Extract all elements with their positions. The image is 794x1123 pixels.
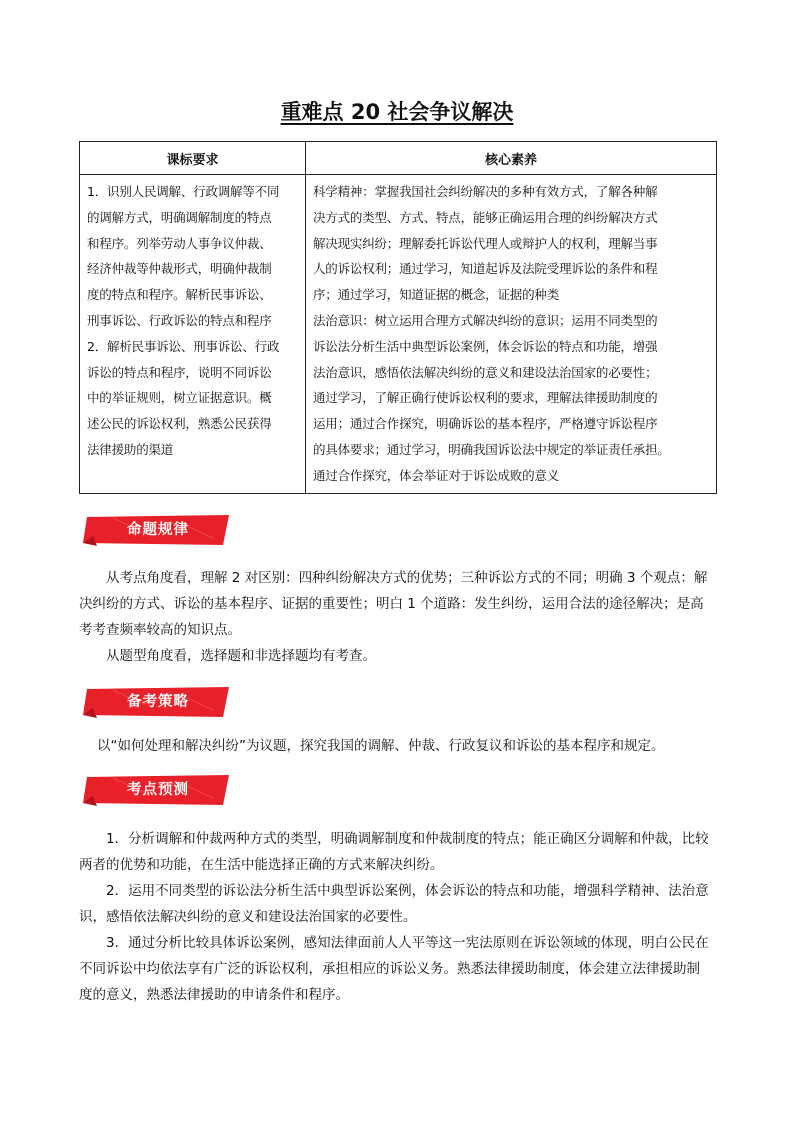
literacy-line: 通过合作探究，体会举证对于诉讼成败的意义 (313, 467, 560, 483)
pattern-question-types: 从题型角度看，选择题和非选择题均有考查。 (106, 648, 376, 664)
page-title: 重难点 20 社会争议解决 (280, 100, 514, 124)
literacy-line: 决方式的类型、方式、特点，能够正确运用合理的纠纷解决方式 (313, 209, 658, 225)
column-header-core-literacy: 核心素养 (306, 142, 717, 175)
literacy-line: 诉讼法分析生活中典型诉讼案例，体会诉讼的特点和功能，增强 (313, 338, 658, 354)
pattern-line: 从考点角度看，理解 2 对区别：四种纠纷解决方式的优势；三种诉讼方式的不同；明确 3 个观点：解 (106, 570, 708, 586)
table-row (80, 175, 717, 494)
strategy-text: 以“如何处理和解决纠纷”为议题，探究我国的调解、仲裁、行政复议和诉讼的基本程序和规定。 (97, 738, 665, 754)
curriculum-line: 中的举证规则，树立证据意识。概 (87, 390, 272, 406)
forecast-item-3-cont: 度的意义，熟悉法律援助的申请条件和程序。 (79, 987, 349, 1003)
curriculum-line: 诉讼的特点和程序，说明不同诉讼 (87, 364, 272, 380)
banner-label: 备考策略 (127, 694, 189, 710)
literacy-line: 通过学习，了解正确行使诉讼权利的要求，理解法律援助制度的 (313, 390, 658, 406)
forecast-item-2-cont: 识，感悟依法解决纠纷的意义和建设法治国家的必要性。 (79, 909, 417, 925)
literacy-line: 序；通过学习，知道证据的概念，证据的种类 (313, 287, 560, 303)
curriculum-line: 经济仲裁等仲裁形式，明确仲裁制 (87, 261, 272, 277)
literacy-line: 法治意识，感悟依法解决纠纷的意义和建设法治国家的必要性； (313, 364, 658, 380)
banner-label: 命题规律 (127, 522, 189, 538)
requirements-table (79, 141, 717, 494)
pattern-section (79, 565, 716, 669)
curriculum-line: 述公民的诉讼权利，熟悉公民获得 (87, 416, 272, 432)
literacy-line: 法治意识：树立运用合理方式解决纠纷的意识；运用不同类型的 (313, 312, 658, 328)
banner-label: 考点预测 (127, 782, 189, 798)
curriculum-line: 刑事诉讼、行政诉讼的特点和程序 (87, 312, 272, 328)
pattern-line: 考考查频率较高的知识点。 (79, 622, 241, 638)
literacy-line: 科学精神：掌握我国社会纠纷解决的多种有效方式，了解各种解 (313, 184, 658, 199)
curriculum-line: 2．解析民事诉讼、刑事诉讼、行政 (87, 338, 280, 354)
strategy-section (97, 733, 717, 759)
forecast-section (79, 826, 716, 1008)
curriculum-line: 1．识别人民调解、行政调解等不同 (87, 184, 280, 199)
literacy-line: 运用；通过合作探究，明确诉讼的基本程序，严格遵守诉讼程序 (313, 416, 658, 432)
curriculum-cell (80, 175, 306, 494)
pattern-line: 决纠纷的方式、诉讼的基本程序、证据的重要性；明白 1 个道路：发生纠纷，运用合法的途径解决；是高 (79, 596, 704, 612)
literacy-line: 解决现实纠纷；理解委托诉讼代理人或辩护人的权利，理解当事 (313, 235, 658, 251)
literacy-line: 的具体要求；通过学习，明确我国诉讼法中规定的举证责任承担。 (313, 441, 670, 457)
literacy-line: 人的诉讼权利；通过学习，知道起诉及法院受理诉讼的条件和程 (313, 261, 658, 277)
curriculum-line: 法律援助的渠道 (87, 441, 174, 457)
table-header-row (80, 142, 717, 175)
curriculum-line: 的调解方式，明确调解制度的特点 (87, 209, 272, 225)
core-literacy-cell (306, 175, 717, 494)
curriculum-line: 度的特点和程序。解析民事诉讼、 (87, 287, 272, 303)
forecast-item-3: 3．通过分析比较具体诉讼案例，感知法律面前人人平等这一宪法原则在诉讼领域的体现，明白公民在 (106, 935, 709, 951)
column-header-curriculum: 课标要求 (80, 142, 306, 175)
forecast-item-1-cont: 两者的优势和功能，在生活中能选择正确的方式来解决纠纷。 (79, 857, 444, 873)
curriculum-line: 和程序。列举劳动人事争议仲裁、 (87, 235, 272, 251)
forecast-item-2: 2．运用不同类型的诉讼法分析生活中典型诉讼案例，体会诉讼的特点和功能，增强科学精神、法治意 (106, 883, 709, 899)
forecast-item-1: 1．分析调解和仲裁两种方式的类型，明确调解制度和仲裁制度的特点；能正确区分调解和仲裁，比较 (106, 831, 709, 847)
forecast-item-3-cont: 不同诉讼中均依法享有广泛的诉讼权利，承担相应的诉讼义务。熟悉法律援助制度，体会建立法律援助制 (79, 961, 700, 977)
